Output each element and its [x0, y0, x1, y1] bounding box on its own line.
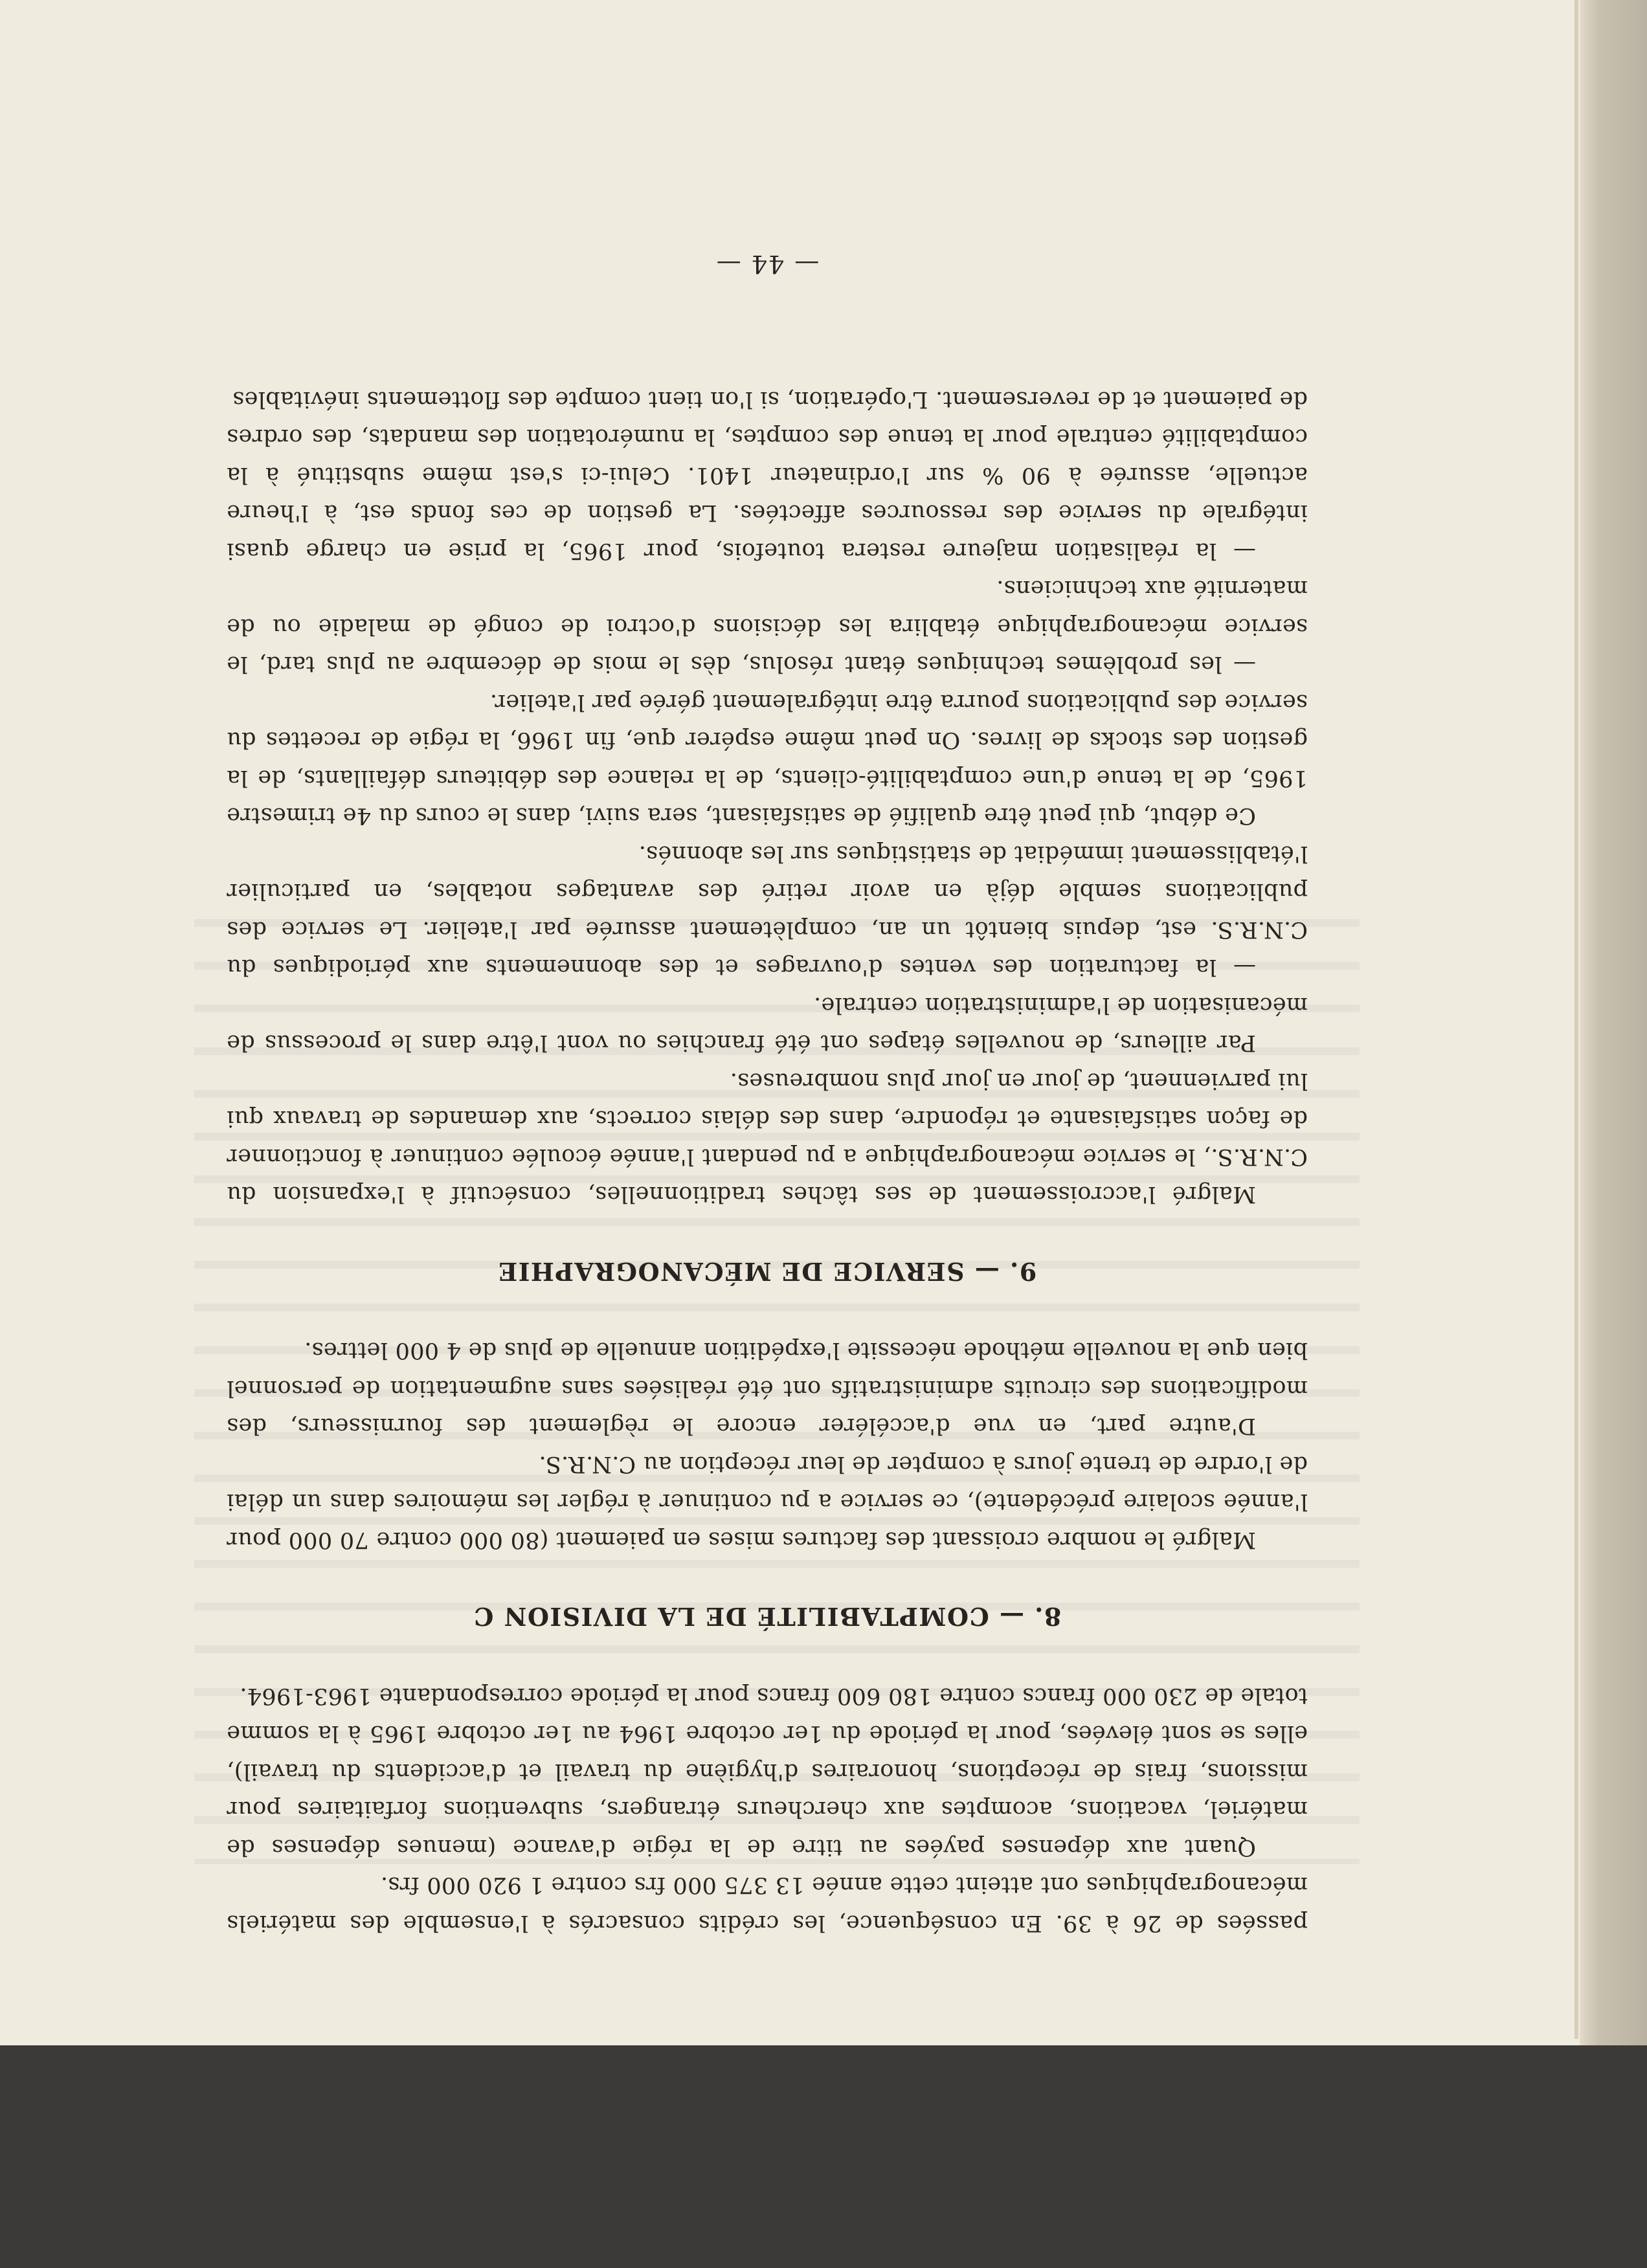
page-number: — 44 — [715, 250, 820, 279]
section-heading: 8. — COMPTABILITÉ DE LA DIVISION C [473, 1602, 1062, 1632]
paragraph: Par ailleurs, de nouvelles étapes ont été franchies ou vont l'être dans le processus de mécanisation de l'administration centrale. [227, 992, 1308, 1056]
page-edge-line [1574, 0, 1578, 2039]
list-item: — les problèmes techniques étant résolus, dès le mois de décembre au plus tard, le service mécanographique établira les décisions d'octroi de congé de maladie ou de maternité aux techniciens. [227, 575, 1308, 678]
paragraph: Malgré l'accroissement de ses tâches traditionnelles, consécutif à l'expansion du C.N.R.S., le service mécanographique a pu pendant l'année écoulée continuer à fonctionner de façon satisfaisante et répondre, dans des délais corrects, aux demandes de travaux qui lui parviennent, de jour en jour plus nombreuses. [227, 1068, 1308, 1208]
paragraph: Malgré le nombre croissant des factures mises en paiement (80 000 contre 70 000 pour l'année scolaire précédente), ce service a pu continuer à régler les mémoires dans un délai de l'ordre de trente jours à compter de leur réception au C.N.R.S. [227, 1451, 1308, 1553]
paragraph: Quant aux dépenses payées au titre de la régie d'avance (menues dépenses de matériel, vacations, acomptes aux chercheurs étrangers, subventions forfaitaires pour missions, frais de réceptions, honoraires d'hygiène du travail et d'accidents du travail), elles se sont élevées, pour la période du 1er octobre 1964 au 1er octobre 1965 à la somme totale de 230 000 francs contre 180 600 francs pour la période correspondante 1963-1964. [227, 1683, 1308, 1860]
list-item: — la facturation des ventes d'ouvrages et des abonnements aux périodiques du C.N.R.S. est, depuis bientôt un an, complètement assurée par l'atelier. Le service des publications semble déjà en avoir retiré des avantages notables, en particulier l'établissement immédiat de statistiques sur les abonnés. [227, 841, 1308, 981]
page-content-rotated [227, 246, 1308, 1942]
section-heading: 9. — SERVICE DE MÉCANOGRAPHIE [497, 1257, 1037, 1286]
scanner-background [0, 2045, 1647, 2268]
paragraph: passées de 26 à 39. En conséquence, les crédits consacrés à l'ensemble des matériels mécanographiques ont atteint cette année 13 375 000 frs contre 1 920 000 frs. [227, 1872, 1308, 1936]
page-edge-shadow [1580, 0, 1647, 2045]
paragraph: D'autre part, en vue d'accélérer encore le règlement des fournisseurs, des modifications des circuits administratifs ont été réalisées sans augmentation de personnel bien que la nouvelle méthode nécessite l'expédition annuelle de plus de 4 000 lettres. [227, 1337, 1308, 1440]
paragraph: Ce début, qui peut être qualifié de satisfaisant, sera suivi, dans le cours du 4e trimestre 1965, de la tenue d'une comptabilité-clients, de la relance des débiteurs défaillants, de la gestion des stocks de livres. On peut même espérer que, fin 1966, la régie de recettes du service des publications pourra être intégralement gérée par l'atelier. [227, 689, 1308, 829]
list-item: — la réalisation majeure restera toutefois, pour 1965, la prise en charge quasi intégrale du service des ressources affectées. La gestion de ces fonds est, à l'heure actuelle, assurée à 90 % sur l'ordinateur 1401. Celui-ci s'est même substitué à la comptabilité centrale pour la tenue des comptes, la numérotation des mandats, des ordres de paiement et de reversement. L'opération, si l'on tient compte des flottements inévitables [227, 386, 1308, 564]
